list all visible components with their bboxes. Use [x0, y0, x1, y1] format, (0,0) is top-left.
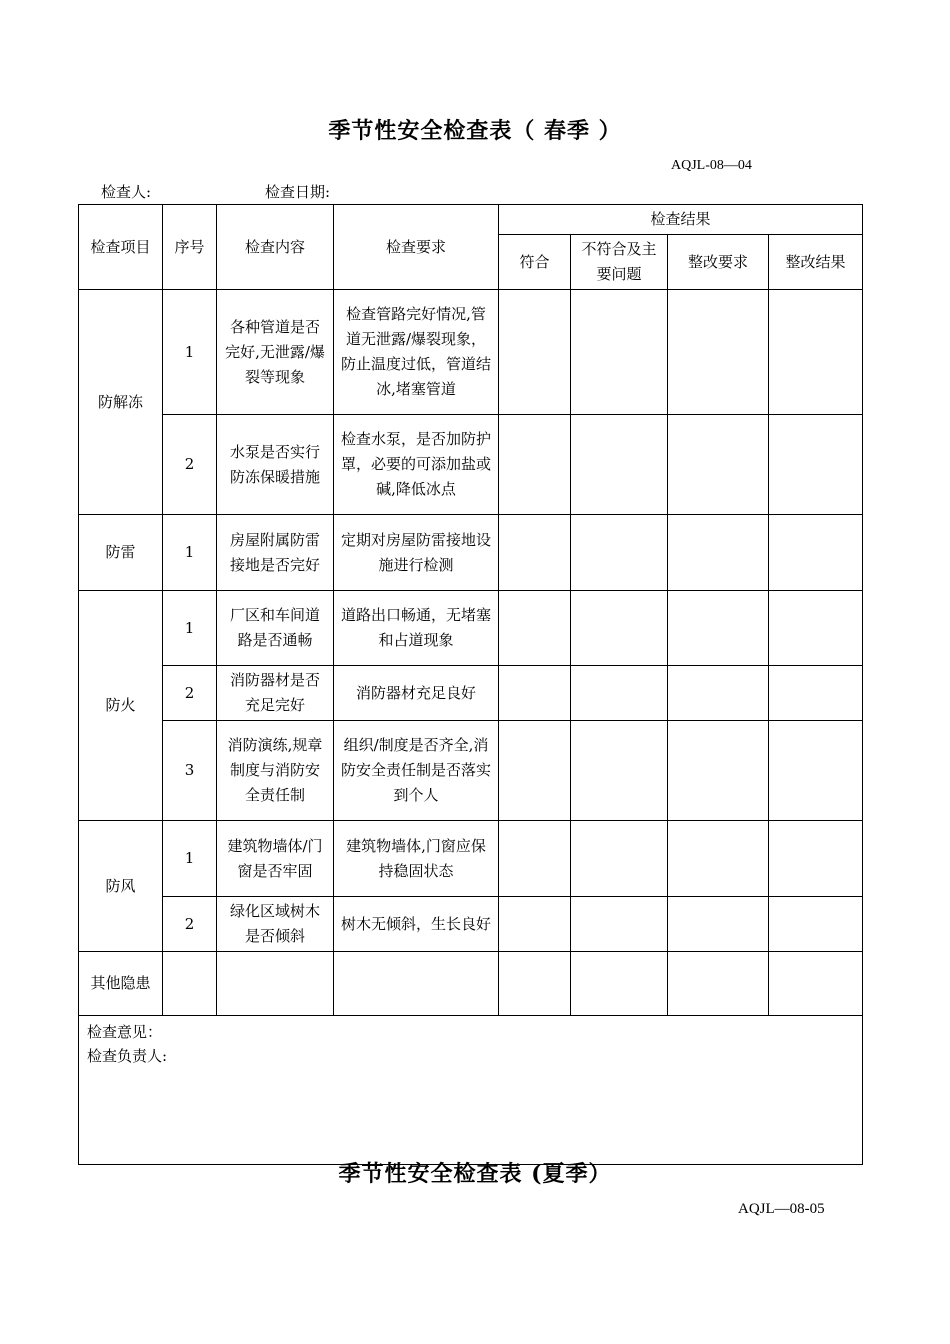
rectify-requirement-cell[interactable]: [668, 415, 769, 515]
nonconform-cell[interactable]: [571, 897, 668, 952]
conform-cell[interactable]: [499, 591, 571, 666]
header-conform: 符合: [499, 235, 571, 290]
row-seq: 2: [163, 415, 217, 515]
nonconform-cell[interactable]: [571, 821, 668, 897]
rectify-result-cell[interactable]: [769, 897, 863, 952]
conform-cell[interactable]: [499, 515, 571, 591]
inspection-date-label: 检查日期:: [265, 183, 331, 201]
header-result: 检查结果: [499, 205, 863, 235]
rectify-requirement-cell[interactable]: [668, 591, 769, 666]
conform-cell[interactable]: [499, 415, 571, 515]
conform-cell[interactable]: [499, 290, 571, 415]
nonconform-cell[interactable]: [571, 415, 668, 515]
row-seq: 1: [163, 290, 217, 415]
row-requirement: 定期对房屋防雷接地设施进行检测: [334, 515, 499, 591]
rectify-requirement-cell[interactable]: [668, 897, 769, 952]
rectify-result-cell[interactable]: [769, 721, 863, 821]
rectify-result-cell[interactable]: [769, 415, 863, 515]
row-seq: 3: [163, 721, 217, 821]
nonconform-cell[interactable]: [571, 591, 668, 666]
row-requirement: 检查管路完好情况,管道无泄露/爆裂现象，防止温度过低，管道结冰,堵塞管道: [334, 290, 499, 415]
inspector-label: 检查人:: [101, 183, 152, 201]
group-antifreeze: 防解冻: [79, 290, 163, 515]
rectify-requirement-cell[interactable]: [668, 515, 769, 591]
conform-cell[interactable]: [499, 666, 571, 721]
form-code-summer: AQJL—08-05: [738, 1201, 825, 1217]
rectify-result-cell[interactable]: [769, 821, 863, 897]
nonconform-cell[interactable]: [571, 666, 668, 721]
row-content: 消防器材是否充足完好: [217, 666, 334, 721]
header-item: 检查项目: [79, 205, 163, 290]
row-requirement: 道路出口畅通，无堵塞和占道现象: [334, 591, 499, 666]
row-content: 消防演练,规章制度与消防安全责任制: [217, 721, 334, 821]
rectify-requirement-cell[interactable]: [668, 721, 769, 821]
other-seq-cell[interactable]: [163, 952, 217, 1016]
page-title-summer: 季节性安全检查表 (夏季）: [338, 1161, 612, 1187]
row-requirement: 建筑物墙体,门窗应保持稳固状态: [334, 821, 499, 897]
conform-cell[interactable]: [499, 721, 571, 821]
header-rectify-requirement: 整改要求: [668, 235, 769, 290]
rectify-requirement-cell[interactable]: [668, 290, 769, 415]
row-requirement: 消防器材充足良好: [334, 666, 499, 721]
nonconform-cell[interactable]: [571, 515, 668, 591]
row-content: 建筑物墙体/门窗是否牢固: [217, 821, 334, 897]
form-code-spring: AQJL-08—04: [671, 158, 752, 173]
header-content: 检查内容: [217, 205, 334, 290]
rectify-requirement-cell[interactable]: [668, 821, 769, 897]
rectify-result-cell[interactable]: [769, 952, 863, 1016]
row-seq: 1: [163, 821, 217, 897]
inspection-table: [78, 204, 863, 1165]
row-seq: 1: [163, 515, 217, 591]
group-wind: 防风: [79, 821, 163, 952]
nonconform-cell[interactable]: [571, 290, 668, 415]
row-requirement: 检查水泵，是否加防护罩，必要的可添加盐或碱,降低冰点: [334, 415, 499, 515]
other-content-cell[interactable]: [217, 952, 334, 1016]
row-content: 各种管道是否完好,无泄露/爆裂等现象: [217, 290, 334, 415]
header-rectify-result: 整改结果: [769, 235, 863, 290]
row-content: 绿化区域树木是否倾斜: [217, 897, 334, 952]
row-content: 水泵是否实行防冻保暖措施: [217, 415, 334, 515]
rectify-requirement-cell[interactable]: [668, 952, 769, 1016]
row-seq: 2: [163, 666, 217, 721]
rectify-result-cell[interactable]: [769, 666, 863, 721]
opinion-section[interactable]: [79, 1016, 863, 1165]
header-nonconform: 不符合及主要问题: [571, 235, 668, 290]
conform-cell[interactable]: [499, 952, 571, 1016]
rectify-requirement-cell[interactable]: [668, 666, 769, 721]
row-content: 房屋附属防雷接地是否完好: [217, 515, 334, 591]
header-requirement: 检查要求: [334, 205, 499, 290]
group-fire: 防火: [79, 591, 163, 821]
rectify-result-cell[interactable]: [769, 591, 863, 666]
row-content: 厂区和车间道路是否通畅: [217, 591, 334, 666]
leader-label: 检查负责人:: [87, 1047, 168, 1065]
conform-cell[interactable]: [499, 897, 571, 952]
page-title-spring: 季节性安全检查表（ 春季 ）: [328, 118, 622, 144]
other-requirement-cell[interactable]: [334, 952, 499, 1016]
row-requirement: 树木无倾斜，生长良好: [334, 897, 499, 952]
nonconform-cell[interactable]: [571, 721, 668, 821]
header-seq: 序号: [163, 205, 217, 290]
rectify-result-cell[interactable]: [769, 290, 863, 415]
rectify-result-cell[interactable]: [769, 515, 863, 591]
row-seq: 1: [163, 591, 217, 666]
row-seq: 2: [163, 897, 217, 952]
conform-cell[interactable]: [499, 821, 571, 897]
opinion-label: 检查意见：: [87, 1023, 163, 1041]
group-lightning: 防雷: [79, 515, 163, 591]
nonconform-cell[interactable]: [571, 952, 668, 1016]
row-requirement: 组织/制度是否齐全,消防安全责任制是否落实到个人: [334, 721, 499, 821]
group-other-hazards: 其他隐患: [79, 952, 163, 1016]
